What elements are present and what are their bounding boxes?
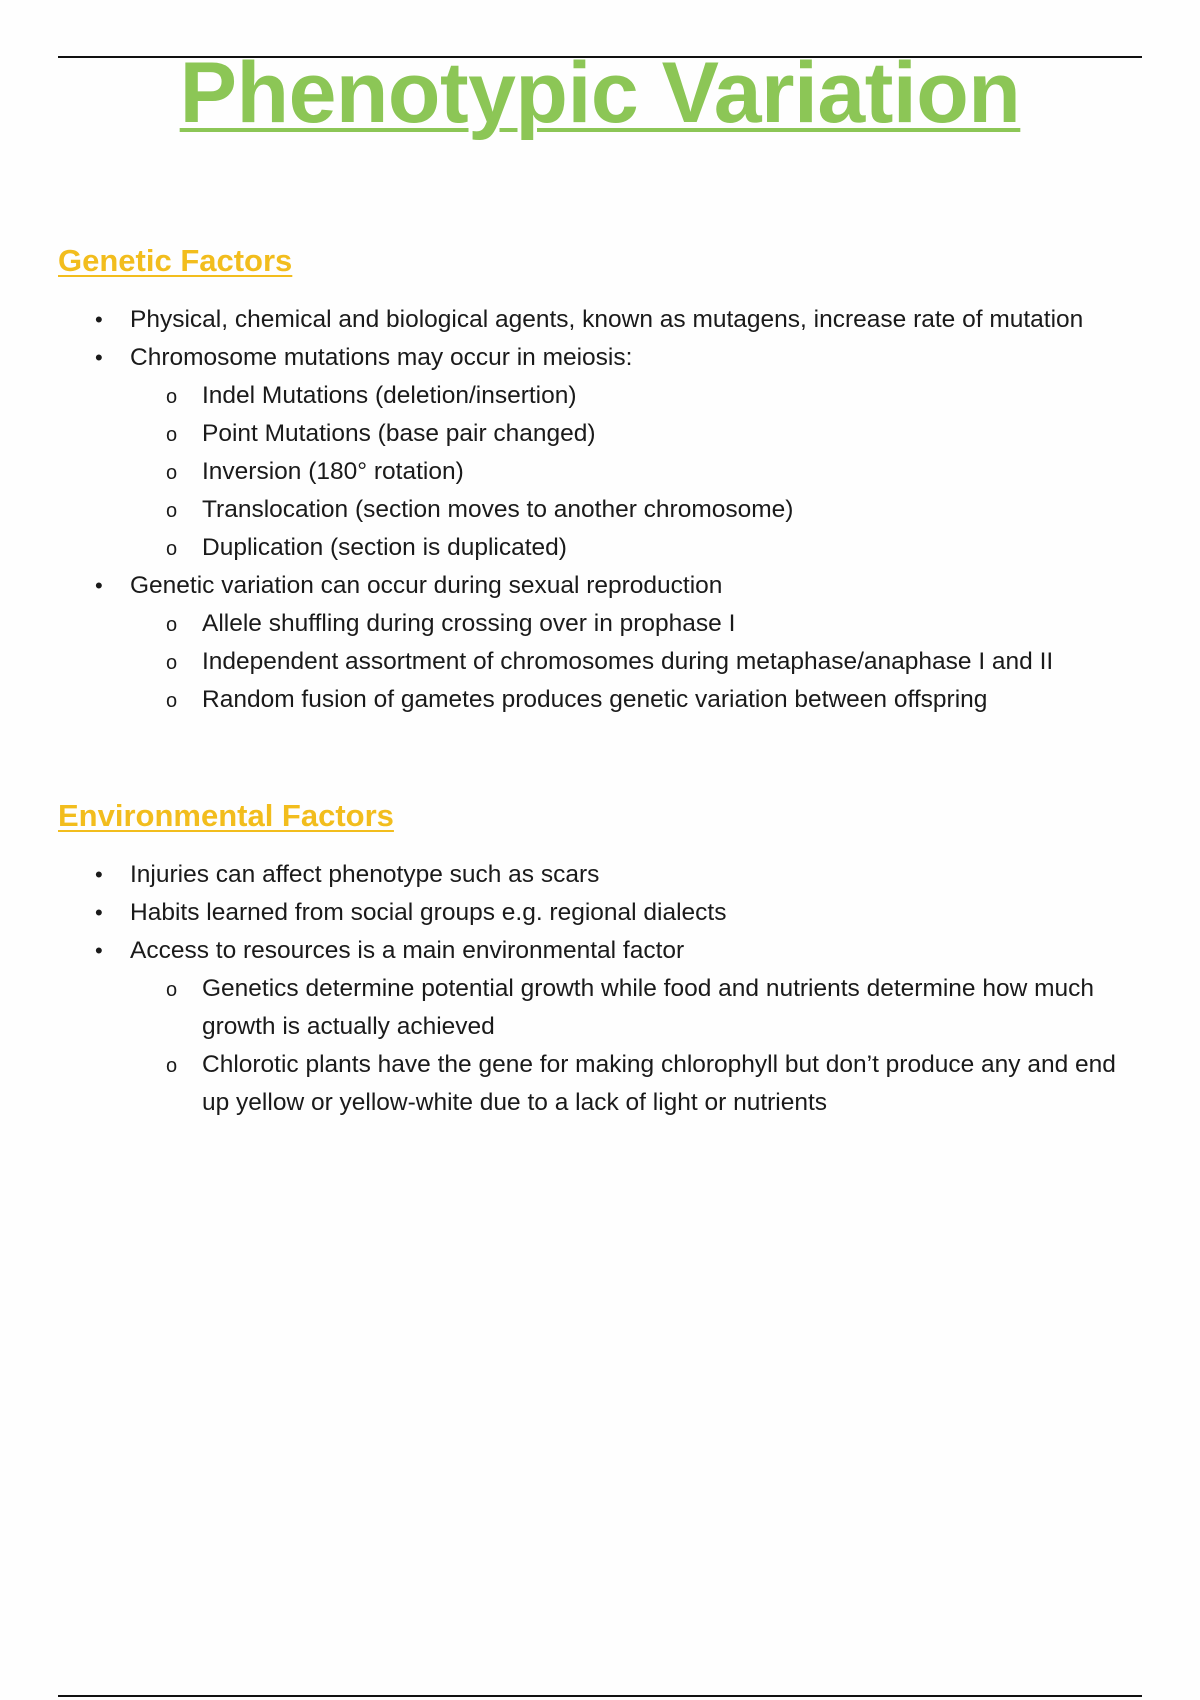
hollow-bullet-icon: o xyxy=(166,979,178,1001)
sub-list-item xyxy=(0,491,1200,529)
list-item-text: Injuries can affect phenotype such as scars xyxy=(130,861,600,888)
sub-list-item xyxy=(0,453,1200,491)
sub-list-item xyxy=(0,681,1200,719)
sub-list-item-text: Genetics determine potential growth while food and nutrients determine how much growth is actually achieved xyxy=(202,975,1095,1040)
sub-list-item xyxy=(0,415,1200,453)
sub-list-item-text: Duplication (section is duplicated) xyxy=(202,534,567,561)
sub-list-item xyxy=(0,643,1200,681)
sub-list-item-text: Chlorotic plants have the gene for making chlorophyll but don’t produce any and end up yellow or yellow-white due to a lack of light or nutrients xyxy=(202,1051,1116,1116)
sub-list-item-text: Indel Mutations (deletion/insertion) xyxy=(202,382,577,409)
bullet-icon: • xyxy=(95,345,103,370)
list-item xyxy=(0,567,1200,605)
page-title-text: Phenotypic Variation xyxy=(179,45,1021,141)
list-item xyxy=(0,894,1200,932)
sub-list-item xyxy=(0,1046,1200,1122)
bullet-icon: • xyxy=(95,307,103,332)
list-item-text: Chromosome mutations may occur in meiosis: xyxy=(130,344,633,371)
sub-list-item-text: Inversion (180° rotation) xyxy=(202,458,464,485)
hollow-bullet-icon: o xyxy=(166,462,178,484)
sub-list-item xyxy=(0,605,1200,643)
genetic-factors-heading: Genetic Factors xyxy=(58,243,293,278)
sub-list-item-text: Independent assortment of chromosomes during metaphase/anaphase I and II xyxy=(202,648,1054,675)
genetic-factors-list xyxy=(0,301,1200,719)
list-item xyxy=(0,339,1200,377)
list-item xyxy=(0,932,1200,970)
list-item xyxy=(0,301,1200,339)
hollow-bullet-icon: o xyxy=(166,386,178,408)
environmental-factors-list xyxy=(0,856,1200,1122)
sub-list-item xyxy=(0,529,1200,567)
hollow-bullet-icon: o xyxy=(166,690,178,712)
list-item-text: Habits learned from social groups e.g. regional dialects xyxy=(130,899,727,926)
sub-list-item-text: Translocation (section moves to another chromosome) xyxy=(202,496,794,523)
hollow-bullet-icon: o xyxy=(166,614,178,636)
list-item xyxy=(0,856,1200,894)
hollow-bullet-icon: o xyxy=(166,1055,178,1077)
bullet-icon: • xyxy=(95,938,103,963)
sub-list-item xyxy=(0,377,1200,415)
hollow-bullet-icon: o xyxy=(166,424,178,446)
hollow-bullet-icon: o xyxy=(166,500,178,522)
hollow-bullet-icon: o xyxy=(166,652,178,674)
bottom-rule xyxy=(58,1695,1142,1697)
list-item-text: Access to resources is a main environmental factor xyxy=(130,937,685,964)
environmental-factors-heading: Environmental Factors xyxy=(58,798,394,833)
sub-list-item-text: Random fusion of gametes produces genetic variation between offspring xyxy=(202,686,988,713)
sub-list-item-text: Point Mutations (base pair changed) xyxy=(202,420,596,447)
sub-list-item xyxy=(0,970,1200,1046)
page-title xyxy=(0,38,1200,148)
bullet-icon: • xyxy=(95,573,103,598)
sub-list-item-text: Allele shuffling during crossing over in prophase I xyxy=(202,610,736,637)
hollow-bullet-icon: o xyxy=(166,538,178,560)
list-item-text: Genetic variation can occur during sexual reproduction xyxy=(130,572,723,599)
list-item-text: Physical, chemical and biological agents, known as mutagens, increase rate of mutation xyxy=(130,306,1084,333)
bullet-icon: • xyxy=(95,900,103,925)
bullet-icon: • xyxy=(95,862,103,887)
